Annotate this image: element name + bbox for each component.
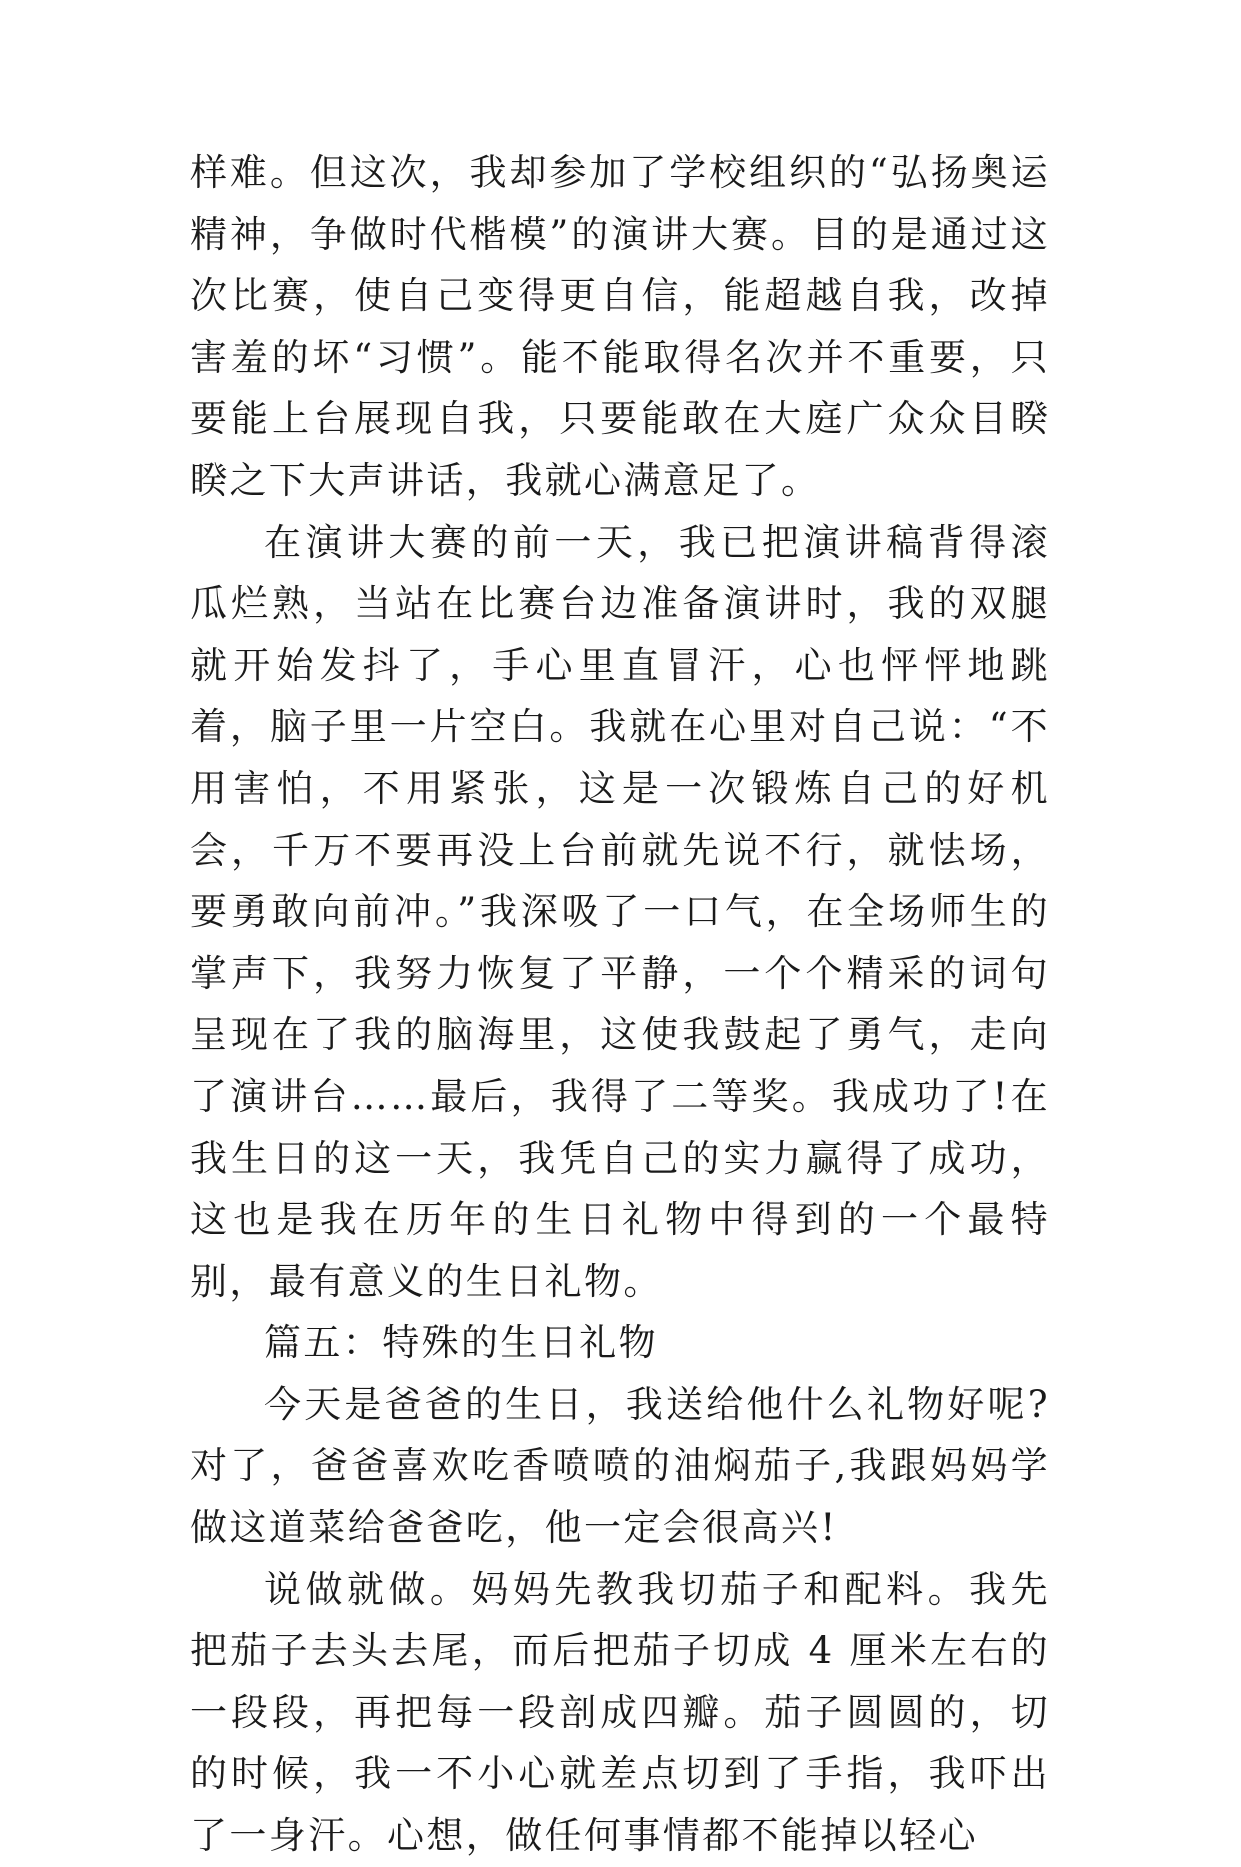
section-heading: 篇五：特殊的生日礼物 <box>264 1321 658 1365</box>
paragraph-continuation: 样难。但这次，我却参加了学校组织的“弘扬奥运精神，争做时代楷模”的演讲大赛。目的是通过这次比赛，使自己变得更自信，能超越自我，改掉害羞的坏“习惯”。能不能取得名次并不重要，只要能上台展现自我，只要能敢在大庭广众众目睽睽之下大声讲话，我就心满意足了。 <box>190 151 1050 502</box>
paragraph-cooking: 说做就做。妈妈先教我切茄子和配料。我先把茄子去头去尾，而后把茄子切成 4 厘米左右的一段段，再把每一段剖成四瓣。茄子圆圆的，切的时候，我一不小心就差点切到了手指，我吓出了一身汗。心想，做任何事情都不能掉以轻心 <box>190 1567 1050 1858</box>
paragraph-dad-birthday: 今天是爸爸的生日，我送给他什么礼物好呢?对了，爸爸喜欢吃香喷喷的油焖茄子,我跟妈妈学做这道菜给爸爸吃，他一定会很高兴! <box>190 1382 1050 1550</box>
document-body <box>190 142 1050 1867</box>
paragraph-speech-contest: 在演讲大赛的前一天，我已把演讲稿背得滚瓜烂熟，当站在比赛台边准备演讲时，我的双腿就开始发抖了，手心里直冒汗，心也怦怦地跳着，脑子里一片空白。我就在心里对自己说：“不用害怕，不用紧张，这是一次锻炼自己的好机会，千万不要再没上台前就先说不行，就怯场，要勇敢向前冲。”我深吸了一口气，在全场师生的掌声下，我努力恢复了平静，一个个精采的词句呈现在了我的脑海里，这使我鼓起了勇气，走向了演讲台……最后，我得了二等奖。我成功了!在我生日的这一天，我凭自己的实力赢得了成功，这也是我在历年的生日礼物中得到的一个最特别，最有意义的生日礼物。 <box>190 520 1050 1303</box>
